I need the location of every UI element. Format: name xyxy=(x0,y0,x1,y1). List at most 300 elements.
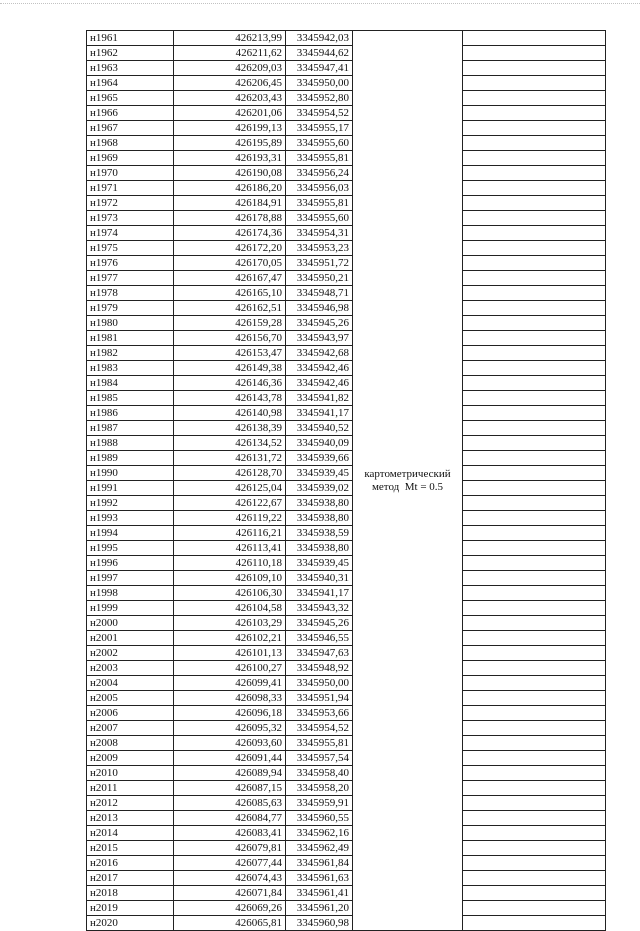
y-coordinate-cell: 3345961,63 xyxy=(286,871,353,886)
y-coordinate-cell: 3345955,81 xyxy=(286,196,353,211)
point-name-cell: н1972 xyxy=(87,196,174,211)
table-row xyxy=(87,46,606,61)
y-coordinate-cell: 3345939,02 xyxy=(286,481,353,496)
y-coordinate-cell: 3345952,80 xyxy=(286,91,353,106)
scan-header-dots xyxy=(0,3,640,10)
table-row xyxy=(87,211,606,226)
y-coordinate-cell: 3345955,60 xyxy=(286,211,353,226)
x-coordinate-cell: 426110,18 xyxy=(174,556,286,571)
point-name-cell: н1996 xyxy=(87,556,174,571)
table-row xyxy=(87,196,606,211)
point-name-cell: н2017 xyxy=(87,871,174,886)
empty-cell xyxy=(463,121,606,136)
x-coordinate-cell: 426131,72 xyxy=(174,451,286,466)
y-coordinate-cell: 3345960,98 xyxy=(286,916,353,931)
x-coordinate-cell: 426186,20 xyxy=(174,181,286,196)
y-coordinate-cell: 3345950,00 xyxy=(286,76,353,91)
empty-cell xyxy=(463,316,606,331)
x-coordinate-cell: 426149,38 xyxy=(174,361,286,376)
table-row xyxy=(87,421,606,436)
x-coordinate-cell: 426116,21 xyxy=(174,526,286,541)
y-coordinate-cell: 3345951,94 xyxy=(286,691,353,706)
table-row xyxy=(87,841,606,856)
table-row xyxy=(87,31,606,46)
x-coordinate-cell: 426085,63 xyxy=(174,796,286,811)
table-row xyxy=(87,676,606,691)
table-row xyxy=(87,256,606,271)
table-row xyxy=(87,901,606,916)
empty-cell xyxy=(463,406,606,421)
x-coordinate-cell: 426140,98 xyxy=(174,406,286,421)
point-name-cell: н1984 xyxy=(87,376,174,391)
table-row xyxy=(87,736,606,751)
empty-cell xyxy=(463,361,606,376)
y-coordinate-cell: 3345940,31 xyxy=(286,571,353,586)
empty-cell xyxy=(463,631,606,646)
empty-cell xyxy=(463,46,606,61)
x-coordinate-cell: 426143,78 xyxy=(174,391,286,406)
method-cell xyxy=(353,31,463,931)
table-row xyxy=(87,241,606,256)
table-row xyxy=(87,76,606,91)
x-coordinate-cell: 426095,32 xyxy=(174,721,286,736)
table-row xyxy=(87,856,606,871)
point-name-cell: н1988 xyxy=(87,436,174,451)
y-coordinate-cell: 3345942,46 xyxy=(286,376,353,391)
y-coordinate-cell: 3345939,66 xyxy=(286,451,353,466)
point-name-cell: н1977 xyxy=(87,271,174,286)
point-name-cell: н1983 xyxy=(87,361,174,376)
x-coordinate-cell: 426093,60 xyxy=(174,736,286,751)
empty-cell xyxy=(463,706,606,721)
point-name-cell: н2012 xyxy=(87,796,174,811)
table-row xyxy=(87,751,606,766)
empty-cell xyxy=(463,736,606,751)
x-coordinate-cell: 426138,39 xyxy=(174,421,286,436)
empty-cell xyxy=(463,91,606,106)
empty-cell xyxy=(463,181,606,196)
empty-cell xyxy=(463,826,606,841)
method-line-2: метод Mt = 0.5 xyxy=(371,480,444,493)
y-coordinate-cell: 3345960,55 xyxy=(286,811,353,826)
x-coordinate-cell: 426156,70 xyxy=(174,331,286,346)
point-name-cell: н2001 xyxy=(87,631,174,646)
x-coordinate-cell: 426087,15 xyxy=(174,781,286,796)
y-coordinate-cell: 3345962,16 xyxy=(286,826,353,841)
point-name-cell: н1970 xyxy=(87,166,174,181)
x-coordinate-cell: 426162,51 xyxy=(174,301,286,316)
empty-cell xyxy=(463,841,606,856)
point-name-cell: н2011 xyxy=(87,781,174,796)
x-coordinate-cell: 426211,62 xyxy=(174,46,286,61)
point-name-cell: н1976 xyxy=(87,256,174,271)
empty-cell xyxy=(463,751,606,766)
y-coordinate-cell: 3345958,20 xyxy=(286,781,353,796)
x-coordinate-cell: 426119,22 xyxy=(174,511,286,526)
empty-cell xyxy=(463,601,606,616)
point-name-cell: н2007 xyxy=(87,721,174,736)
x-coordinate-cell: 426091,44 xyxy=(174,751,286,766)
x-coordinate-cell: 426128,70 xyxy=(174,466,286,481)
empty-cell xyxy=(463,391,606,406)
method-line-1: картометрический xyxy=(364,467,451,480)
y-coordinate-cell: 3345938,80 xyxy=(286,541,353,556)
x-coordinate-cell: 426193,31 xyxy=(174,151,286,166)
point-name-cell: н1982 xyxy=(87,346,174,361)
table-row xyxy=(87,586,606,601)
x-coordinate-cell: 426074,43 xyxy=(174,871,286,886)
y-coordinate-cell: 3345940,52 xyxy=(286,421,353,436)
table-row xyxy=(87,451,606,466)
x-coordinate-cell: 426146,36 xyxy=(174,376,286,391)
point-name-cell: н2009 xyxy=(87,751,174,766)
x-coordinate-cell: 426103,29 xyxy=(174,616,286,631)
x-coordinate-cell: 426099,41 xyxy=(174,676,286,691)
table-row xyxy=(87,766,606,781)
empty-cell xyxy=(463,166,606,181)
y-coordinate-cell: 3345961,41 xyxy=(286,886,353,901)
point-name-cell: н1986 xyxy=(87,406,174,421)
table-row xyxy=(87,271,606,286)
empty-cell xyxy=(463,301,606,316)
x-coordinate-cell: 426098,33 xyxy=(174,691,286,706)
point-name-cell: н2018 xyxy=(87,886,174,901)
table-row xyxy=(87,706,606,721)
point-name-cell: н1974 xyxy=(87,226,174,241)
x-coordinate-cell: 426190,08 xyxy=(174,166,286,181)
x-coordinate-cell: 426134,52 xyxy=(174,436,286,451)
empty-cell xyxy=(463,916,606,931)
x-coordinate-cell: 426153,47 xyxy=(174,346,286,361)
x-coordinate-cell: 426106,30 xyxy=(174,586,286,601)
table-row xyxy=(87,181,606,196)
x-coordinate-cell: 426172,20 xyxy=(174,241,286,256)
x-coordinate-cell: 426100,27 xyxy=(174,661,286,676)
point-name-cell: н2014 xyxy=(87,826,174,841)
x-coordinate-cell: 426170,05 xyxy=(174,256,286,271)
x-coordinate-cell: 426104,58 xyxy=(174,601,286,616)
y-coordinate-cell: 3345959,91 xyxy=(286,796,353,811)
y-coordinate-cell: 3345957,54 xyxy=(286,751,353,766)
empty-cell xyxy=(463,541,606,556)
y-coordinate-cell: 3345955,17 xyxy=(286,121,353,136)
empty-cell xyxy=(463,346,606,361)
point-name-cell: н1991 xyxy=(87,481,174,496)
y-coordinate-cell: 3345948,92 xyxy=(286,661,353,676)
empty-cell xyxy=(463,331,606,346)
empty-cell xyxy=(463,136,606,151)
empty-cell xyxy=(463,856,606,871)
table-row xyxy=(87,526,606,541)
empty-cell xyxy=(463,721,606,736)
table-row xyxy=(87,646,606,661)
table-row xyxy=(87,151,606,166)
point-name-cell: н2002 xyxy=(87,646,174,661)
x-coordinate-cell: 426213,99 xyxy=(174,31,286,46)
empty-cell xyxy=(463,436,606,451)
y-coordinate-cell: 3345950,00 xyxy=(286,676,353,691)
point-name-cell: н1966 xyxy=(87,106,174,121)
y-coordinate-cell: 3345953,66 xyxy=(286,706,353,721)
table-row xyxy=(87,301,606,316)
y-coordinate-cell: 3345947,41 xyxy=(286,61,353,76)
y-coordinate-cell: 3345942,46 xyxy=(286,361,353,376)
x-coordinate-cell: 426101,13 xyxy=(174,646,286,661)
point-name-cell: н2000 xyxy=(87,616,174,631)
table-row xyxy=(87,631,606,646)
table-row xyxy=(87,331,606,346)
empty-cell xyxy=(463,241,606,256)
y-coordinate-cell: 3345941,17 xyxy=(286,406,353,421)
point-name-cell: н2010 xyxy=(87,766,174,781)
empty-cell xyxy=(463,76,606,91)
y-coordinate-cell: 3345961,20 xyxy=(286,901,353,916)
empty-cell xyxy=(463,211,606,226)
x-coordinate-cell: 426209,03 xyxy=(174,61,286,76)
empty-cell xyxy=(463,466,606,481)
table-row xyxy=(87,811,606,826)
point-name-cell: н1981 xyxy=(87,331,174,346)
empty-cell xyxy=(463,556,606,571)
x-coordinate-cell: 426203,43 xyxy=(174,91,286,106)
x-coordinate-cell: 426165,10 xyxy=(174,286,286,301)
y-coordinate-cell: 3345951,72 xyxy=(286,256,353,271)
table-row xyxy=(87,541,606,556)
empty-cell xyxy=(463,811,606,826)
point-name-cell: н2020 xyxy=(87,916,174,931)
table-row xyxy=(87,406,606,421)
y-coordinate-cell: 3345941,17 xyxy=(286,586,353,601)
empty-cell xyxy=(463,106,606,121)
x-coordinate-cell: 426174,36 xyxy=(174,226,286,241)
y-coordinate-cell: 3345943,32 xyxy=(286,601,353,616)
table-row xyxy=(87,616,606,631)
x-coordinate-cell: 426089,94 xyxy=(174,766,286,781)
point-name-cell: н2004 xyxy=(87,676,174,691)
x-coordinate-cell: 426206,45 xyxy=(174,76,286,91)
table-row xyxy=(87,886,606,901)
x-coordinate-cell: 426109,10 xyxy=(174,571,286,586)
y-coordinate-cell: 3345948,71 xyxy=(286,286,353,301)
table-row xyxy=(87,571,606,586)
x-coordinate-cell: 426199,13 xyxy=(174,121,286,136)
y-coordinate-cell: 3345955,81 xyxy=(286,736,353,751)
x-coordinate-cell: 426102,21 xyxy=(174,631,286,646)
point-name-cell: н2019 xyxy=(87,901,174,916)
empty-cell xyxy=(463,481,606,496)
table-row xyxy=(87,556,606,571)
table-row xyxy=(87,661,606,676)
empty-cell xyxy=(463,646,606,661)
point-name-cell: н2013 xyxy=(87,811,174,826)
empty-cell xyxy=(463,286,606,301)
x-coordinate-cell: 426077,44 xyxy=(174,856,286,871)
y-coordinate-cell: 3345942,03 xyxy=(286,31,353,46)
y-coordinate-cell: 3345938,80 xyxy=(286,511,353,526)
x-coordinate-cell: 426201,06 xyxy=(174,106,286,121)
y-coordinate-cell: 3345945,26 xyxy=(286,316,353,331)
x-coordinate-cell: 426071,84 xyxy=(174,886,286,901)
y-coordinate-cell: 3345956,24 xyxy=(286,166,353,181)
point-name-cell: н1975 xyxy=(87,241,174,256)
empty-cell xyxy=(463,421,606,436)
point-name-cell: н1962 xyxy=(87,46,174,61)
y-coordinate-cell: 3345942,68 xyxy=(286,346,353,361)
x-coordinate-cell: 426184,91 xyxy=(174,196,286,211)
x-coordinate-cell: 426079,81 xyxy=(174,841,286,856)
point-name-cell: н1971 xyxy=(87,181,174,196)
point-name-cell: н2015 xyxy=(87,841,174,856)
y-coordinate-cell: 3345946,55 xyxy=(286,631,353,646)
empty-cell xyxy=(463,256,606,271)
empty-cell xyxy=(463,511,606,526)
x-coordinate-cell: 426065,81 xyxy=(174,916,286,931)
empty-cell xyxy=(463,676,606,691)
y-coordinate-cell: 3345939,45 xyxy=(286,466,353,481)
x-coordinate-cell: 426178,88 xyxy=(174,211,286,226)
point-name-cell: н1990 xyxy=(87,466,174,481)
y-coordinate-cell: 3345943,97 xyxy=(286,331,353,346)
table-row xyxy=(87,721,606,736)
table-row xyxy=(87,61,606,76)
point-name-cell: н1969 xyxy=(87,151,174,166)
x-coordinate-cell: 426113,41 xyxy=(174,541,286,556)
y-coordinate-cell: 3345954,52 xyxy=(286,721,353,736)
empty-cell xyxy=(463,616,606,631)
point-name-cell: н1992 xyxy=(87,496,174,511)
table-row xyxy=(87,106,606,121)
empty-cell xyxy=(463,886,606,901)
point-name-cell: н1963 xyxy=(87,61,174,76)
empty-cell xyxy=(463,796,606,811)
point-name-cell: н1994 xyxy=(87,526,174,541)
empty-cell xyxy=(463,196,606,211)
x-coordinate-cell: 426084,77 xyxy=(174,811,286,826)
table-row xyxy=(87,136,606,151)
y-coordinate-cell: 3345955,60 xyxy=(286,136,353,151)
y-coordinate-cell: 3345958,40 xyxy=(286,766,353,781)
y-coordinate-cell: 3345938,59 xyxy=(286,526,353,541)
table-row xyxy=(87,121,606,136)
table-row xyxy=(87,226,606,241)
table-row xyxy=(87,496,606,511)
y-coordinate-cell: 3345955,81 xyxy=(286,151,353,166)
empty-cell xyxy=(463,691,606,706)
x-coordinate-cell: 426167,47 xyxy=(174,271,286,286)
table-row xyxy=(87,166,606,181)
point-name-cell: н1985 xyxy=(87,391,174,406)
y-coordinate-cell: 3345946,98 xyxy=(286,301,353,316)
y-coordinate-cell: 3345938,80 xyxy=(286,496,353,511)
point-name-cell: н1989 xyxy=(87,451,174,466)
point-name-cell: н1973 xyxy=(87,211,174,226)
empty-cell xyxy=(463,781,606,796)
empty-cell xyxy=(463,31,606,46)
point-name-cell: н1995 xyxy=(87,541,174,556)
point-name-cell: н1987 xyxy=(87,421,174,436)
table-row xyxy=(87,691,606,706)
point-name-cell: н1965 xyxy=(87,91,174,106)
y-coordinate-cell: 3345956,03 xyxy=(286,181,353,196)
point-name-cell: н2003 xyxy=(87,661,174,676)
point-name-cell: н2005 xyxy=(87,691,174,706)
empty-cell xyxy=(463,151,606,166)
table-row xyxy=(87,91,606,106)
table-row xyxy=(87,511,606,526)
table-row xyxy=(87,826,606,841)
point-name-cell: н1979 xyxy=(87,301,174,316)
empty-cell xyxy=(463,661,606,676)
y-coordinate-cell: 3345953,23 xyxy=(286,241,353,256)
x-coordinate-cell: 426159,28 xyxy=(174,316,286,331)
empty-cell xyxy=(463,496,606,511)
point-name-cell: н1999 xyxy=(87,601,174,616)
point-name-cell: н1961 xyxy=(87,31,174,46)
point-name-cell: н1993 xyxy=(87,511,174,526)
table-row xyxy=(87,781,606,796)
table-row xyxy=(87,346,606,361)
empty-cell xyxy=(463,571,606,586)
point-name-cell: н1968 xyxy=(87,136,174,151)
empty-cell xyxy=(463,586,606,601)
x-coordinate-cell: 426083,41 xyxy=(174,826,286,841)
y-coordinate-cell: 3345961,84 xyxy=(286,856,353,871)
table-row xyxy=(87,481,606,496)
point-name-cell: н1967 xyxy=(87,121,174,136)
table-row xyxy=(87,316,606,331)
x-coordinate-cell: 426195,89 xyxy=(174,136,286,151)
y-coordinate-cell: 3345941,82 xyxy=(286,391,353,406)
coordinates-table xyxy=(86,30,606,931)
empty-cell xyxy=(463,376,606,391)
table-row xyxy=(87,391,606,406)
y-coordinate-cell: 3345954,52 xyxy=(286,106,353,121)
y-coordinate-cell: 3345962,49 xyxy=(286,841,353,856)
empty-cell xyxy=(463,271,606,286)
y-coordinate-cell: 3345945,26 xyxy=(286,616,353,631)
table-row xyxy=(87,601,606,616)
table-row xyxy=(87,286,606,301)
point-name-cell: н2008 xyxy=(87,736,174,751)
table-row xyxy=(87,376,606,391)
point-name-cell: н1980 xyxy=(87,316,174,331)
point-name-cell: н1997 xyxy=(87,571,174,586)
y-coordinate-cell: 3345947,63 xyxy=(286,646,353,661)
empty-cell xyxy=(463,61,606,76)
empty-cell xyxy=(463,226,606,241)
x-coordinate-cell: 426096,18 xyxy=(174,706,286,721)
table-row xyxy=(87,796,606,811)
empty-cell xyxy=(463,901,606,916)
empty-cell xyxy=(463,526,606,541)
table-row xyxy=(87,916,606,931)
y-coordinate-cell: 3345944,62 xyxy=(286,46,353,61)
coordinates-table-body xyxy=(87,31,606,931)
y-coordinate-cell: 3345950,21 xyxy=(286,271,353,286)
point-name-cell: н1964 xyxy=(87,76,174,91)
table-row xyxy=(87,436,606,451)
y-coordinate-cell: 3345954,31 xyxy=(286,226,353,241)
empty-cell xyxy=(463,871,606,886)
point-name-cell: н2016 xyxy=(87,856,174,871)
empty-cell xyxy=(463,766,606,781)
table-row xyxy=(87,871,606,886)
point-name-cell: н2006 xyxy=(87,706,174,721)
x-coordinate-cell: 426125,04 xyxy=(174,481,286,496)
point-name-cell: н1998 xyxy=(87,586,174,601)
table-row xyxy=(87,361,606,376)
x-coordinate-cell: 426122,67 xyxy=(174,496,286,511)
